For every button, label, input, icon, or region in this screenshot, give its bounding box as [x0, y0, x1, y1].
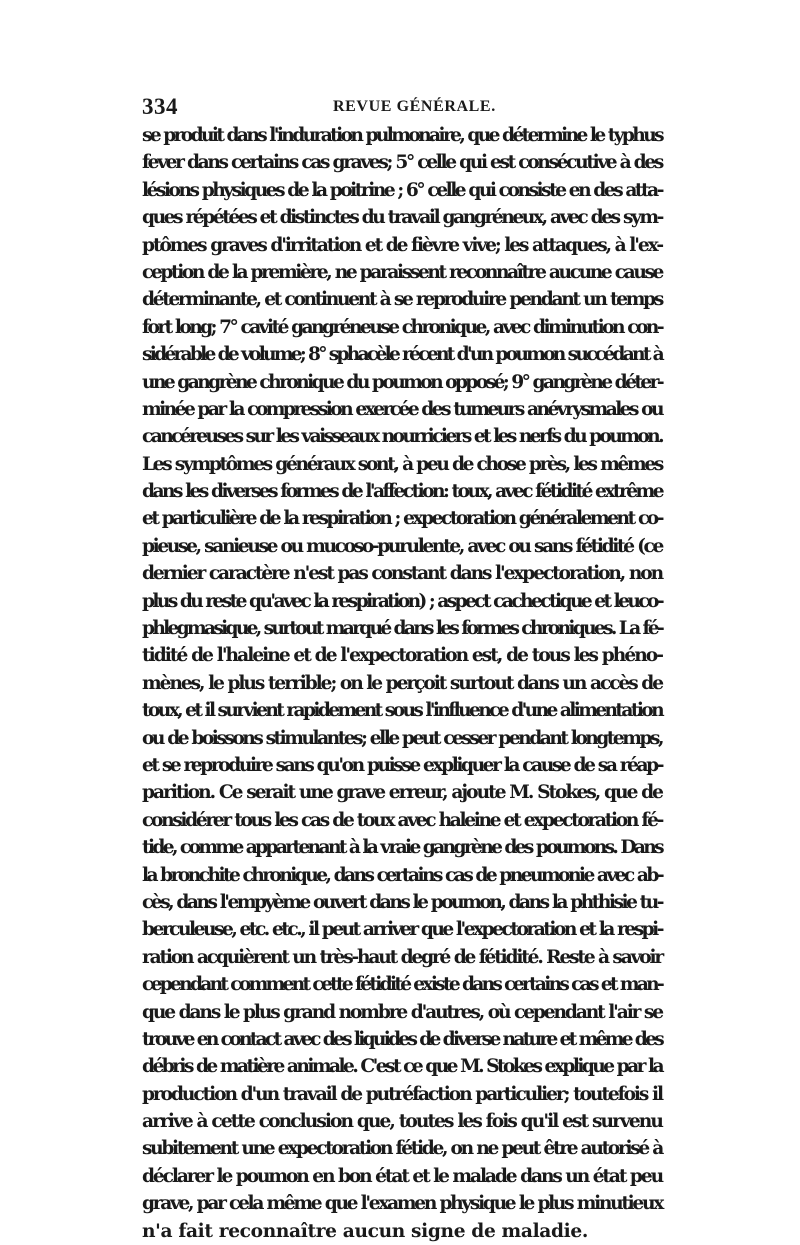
- text-line: cependant comment cette fétidité existe dans certains cas et man-: [142, 974, 662, 996]
- text-line: déterminante, et continuent à se reproduire pendant un temps: [142, 289, 662, 311]
- text-line: Les symptômes généraux sont, à peu de chose près, les mêmes: [142, 453, 662, 475]
- text-line: se produit dans l'induration pulmonaire, que détermine le typhus: [142, 125, 662, 146]
- text-line: que dans le plus grand nombre d'autres, où cependant l'air se: [142, 1001, 662, 1023]
- running-head: REVUE GÉNÉRALE.: [333, 98, 496, 115]
- page-number: 334: [142, 94, 178, 119]
- text-line: dernier caractère n'est pas constant dans l'expectoration, non: [142, 563, 662, 585]
- text-line: plus du reste qu'avec la respiration) ; aspect cachectique et leuco-: [142, 590, 662, 612]
- text-line: et particulière de la respiration ; expectoration généralement co-: [142, 508, 662, 530]
- text-line: dans les diverses formes de l'affection: toux, avec fétidité extrême: [142, 481, 662, 503]
- text-line: et se reproduire sans qu'on puisse expliquer la cause de sa réap-: [142, 754, 662, 776]
- text-line: sidérable de volume; 8° sphacèle récent d'un poumon succédant à: [142, 344, 662, 366]
- body-text: [142, 122, 662, 1245]
- text-line: ration acquièrent un très-haut degré de fétidité. Reste à savoir: [142, 946, 662, 968]
- text-line: débris de matière animale. C'est ce que M. Stokes explique par la: [142, 1056, 662, 1078]
- text-line: tidité de l'haleine et de l'expectoration est, de tous les phéno-: [142, 645, 662, 667]
- text-line: la bronchite chronique, dans certains cas de pneumonie avec ab-: [142, 864, 662, 886]
- text-line: production d'un travail de putréfaction particulier; toutefois il: [142, 1083, 662, 1105]
- text-line: ques répétées et distinctes du travail gangréneux, avec des sym-: [142, 207, 662, 229]
- text-line: pieuse, sanieuse ou mucoso-purulente, avec ou sans fétidité (ce: [142, 535, 662, 557]
- text-line: déclarer le poumon en bon état et le malade dans un état peu: [142, 1165, 662, 1187]
- text-line: trouve en contact avec des liquides de diverse nature et même des: [142, 1028, 662, 1050]
- text-line: ptômes graves d'irritation et de fièvre vive; les attaques, à l'ex-: [142, 234, 662, 256]
- text-line: ception de la première, ne paraissent reconnaître aucune cause: [142, 261, 662, 283]
- text-line: mènes, le plus terrible; on le perçoit surtout dans un accès de: [142, 672, 662, 694]
- text-line: subitement une expectoration fétide, on ne peut être autorisé à: [142, 1138, 662, 1160]
- text-line: n'a fait reconnaître aucun signe de maladie.: [142, 1220, 588, 1242]
- text-line: phlegmasique, surtout marqué dans les formes chroniques. La fé-: [142, 618, 662, 640]
- text-line: fort long; 7° cavité gangréneuse chronique, avec diminution con-: [142, 316, 662, 338]
- text-line: minée par la compression exercée des tumeurs anévrysmales ou: [142, 398, 662, 420]
- text-line: ou de boissons stimulantes; elle peut cesser pendant longtemps,: [142, 727, 662, 749]
- text-line: considérer tous les cas de toux avec haleine et expectoration fé-: [142, 809, 662, 831]
- text-line: grave, par cela même que l'examen physique le plus minutieux: [142, 1193, 662, 1215]
- text-line: une gangrène chronique du poumon opposé; 9° gangrène déter-: [142, 371, 662, 393]
- text-line: tide, comme appartenant à la vraie gangrène des poumons. Dans: [142, 837, 662, 859]
- text-line: berculeuse, etc. etc., il peut arriver que l'expectoration et la respi-: [142, 919, 662, 941]
- text-line: fever dans certains cas graves; 5° celle qui est consécutive à des: [142, 152, 662, 174]
- text-line: lésions physiques de la poitrine ; 6° celle qui consiste en des atta-: [142, 179, 662, 201]
- text-line: parition. Ce serait une grave erreur, ajoute M. Stokes, que de: [142, 782, 662, 804]
- text-line: arrive à cette conclusion que, toutes les fois qu'il est survenu: [142, 1111, 662, 1133]
- text-line: cancéreuses sur les vaisseaux nourriciers et les nerfs du poumon.: [142, 426, 662, 448]
- text-line: cès, dans l'empyème ouvert dans le poumon, dans la phthisie tu-: [142, 891, 662, 913]
- text-line: toux, et il survient rapidement sous l'influence d'une alimentation: [142, 700, 662, 722]
- page-header: [140, 94, 664, 124]
